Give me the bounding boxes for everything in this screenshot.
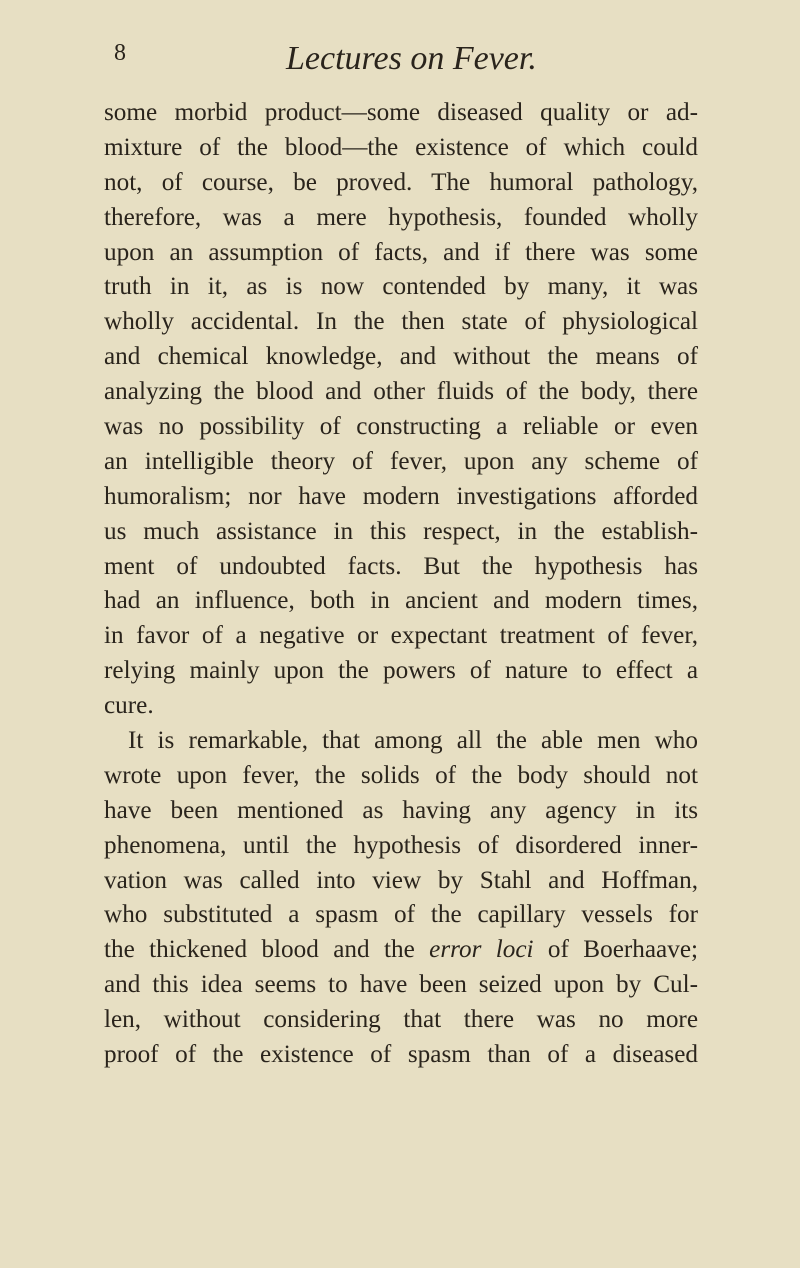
line-25-before: the thickened blood and the <box>104 936 430 964</box>
text-line: ment of undoubted facts. But the hypothesis has <box>104 552 698 580</box>
paragraph-end-line: cure. <box>104 692 154 720</box>
text-line: analyzing the blood and other fluids of the body, there <box>104 378 698 406</box>
text-line: was no possibility of constructing a reliable or even <box>104 413 698 441</box>
text-line: phenomena, until the hypothesis of disordered inner- <box>104 831 698 859</box>
text-line: therefore, was a mere hypothesis, founded wholly <box>104 203 698 231</box>
text-line: an intelligible theory of fever, upon any scheme of <box>104 447 698 475</box>
text-line: relying mainly upon the powers of nature to effect a <box>104 657 698 685</box>
line-25-after: of Boerhaave; <box>533 936 698 964</box>
body-text <box>104 96 698 1073</box>
page-header <box>104 40 724 86</box>
text-line: in favor of a negative or expectant treatment of fever, <box>104 622 698 650</box>
text-line: and chemical knowledge, and without the means of <box>104 343 698 371</box>
text-line: upon an assumption of facts, and if there was some <box>104 238 698 266</box>
text-line: have been mentioned as having any agency in its <box>104 796 698 824</box>
italic-phrase: error loci <box>429 936 534 964</box>
text-line: wrote upon fever, the solids of the body should not <box>104 761 698 789</box>
text-line-with-italic <box>104 933 698 968</box>
paragraph-start-line: It is remarkable, that among all the able men who <box>128 727 698 755</box>
text-line: wholly accidental. In the then state of physiological <box>104 308 698 336</box>
text-line: who substituted a spasm of the capillary vessels for <box>104 901 698 929</box>
text-line: humoralism; nor have modern investigations afforded <box>104 482 698 510</box>
text-line: len, without considering that there was no more <box>104 1006 698 1034</box>
page-number: 8 <box>114 40 126 66</box>
text-line: some morbid product—some diseased quality or ad- <box>104 99 698 126</box>
text-line: proof of the existence of spasm than of a diseased <box>104 1041 698 1069</box>
text-line: us much assistance in this respect, in the establish- <box>104 517 698 545</box>
running-title: Lectures on Fever. <box>286 40 537 77</box>
text-line: and this idea seems to have been seized upon by Cul- <box>104 971 698 999</box>
text-line: truth in it, as is now contended by many, it was <box>104 273 698 301</box>
text-line: mixture of the blood—the existence of which could <box>104 133 698 161</box>
text-line: not, of course, be proved. The humoral pathology, <box>104 168 698 196</box>
text-line: had an influence, both in ancient and modern times, <box>104 587 698 615</box>
text-line: vation was called into view by Stahl and Hoffman, <box>104 866 698 894</box>
